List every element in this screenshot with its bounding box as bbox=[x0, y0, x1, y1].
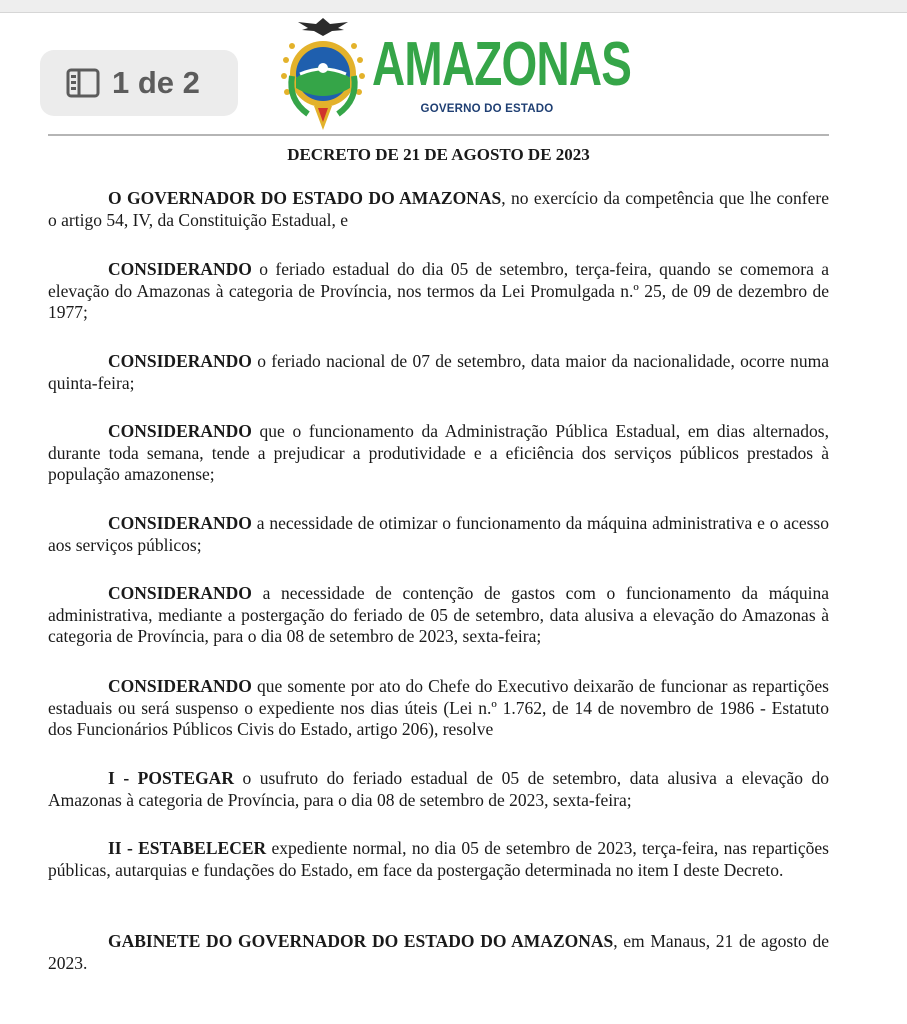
paragraph-article-2 bbox=[48, 838, 829, 881]
paragraph-considerando-5 bbox=[48, 583, 829, 648]
decree-title: DECRETO DE 21 DE AGOSTO DE 2023 bbox=[287, 145, 590, 164]
paragraph-lead: CONSIDERANDO bbox=[108, 676, 252, 696]
paragraph-lead: CONSIDERANDO bbox=[108, 259, 252, 279]
paragraph-lead: CONSIDERANDO bbox=[108, 421, 252, 441]
paragraph-considerando-2 bbox=[48, 351, 829, 394]
pages-icon bbox=[66, 68, 100, 98]
paragraph-lead: CONSIDERANDO bbox=[108, 583, 252, 603]
paragraph-lead: CONSIDERANDO bbox=[108, 351, 252, 371]
paragraph-closing bbox=[48, 931, 829, 974]
viewer-top-bar bbox=[0, 0, 907, 13]
paragraph-lead: GABINETE DO GOVERNADOR DO ESTADO DO AMAZONAS bbox=[108, 931, 614, 951]
paragraph-lead: II - ESTABELECER bbox=[108, 838, 267, 858]
paragraph-text: que somente por ato do Chefe do Executivo deixarão de funcionar as repartições estaduais ou será suspenso o expediente nos dias úteis (Lei n.º 1.762, de 14 de novembro de 1986 - Estatuto dos Funcionários Públicos Civis do Estado, artigo 206), resolve bbox=[48, 676, 829, 739]
paragraph-text: expediente normal, no dia 05 de setembro de 2023, terça-feira, nas repartições públicas, autarquias e fundações do Estado, em face da postergação determinada no item I deste Decreto. bbox=[48, 838, 829, 880]
paragraph-considerando-4 bbox=[48, 513, 829, 556]
page-indicator[interactable] bbox=[40, 50, 238, 116]
paragraph-lead: O GOVERNADOR DO ESTADO DO AMAZONAS bbox=[108, 188, 502, 208]
paragraph-considerando-1 bbox=[48, 259, 829, 324]
paragraph-considerando-6 bbox=[48, 676, 829, 741]
paragraph-text: que o funcionamento da Administração Pública Estadual, em dias alternados, durante toda semana, tende a prejudicar a produtividade e a eficiência dos serviços públicos prestados à população amazonense; bbox=[48, 421, 829, 484]
paragraph-preamble bbox=[48, 188, 829, 231]
paragraph-text: a necessidade de otimizar o funcionamento da máquina administrativa e o acesso aos serviços públicos; bbox=[48, 513, 829, 555]
page-indicator-label: 1 de 2 bbox=[112, 65, 200, 100]
paragraph-text: o usufruto do feriado estadual de 05 de setembro, data alusiva a elevação do Amazonas à categoria de Província, para o dia 08 de setembro de 2023, sexta-feira; bbox=[48, 768, 829, 810]
paragraph-article-1 bbox=[48, 768, 829, 811]
state-coat-of-arms-icon bbox=[278, 16, 368, 134]
paragraph-text: , em Manaus, 21 de agosto de 2023. bbox=[48, 931, 829, 973]
paragraph-considerando-3 bbox=[48, 421, 829, 486]
paragraph-lead: CONSIDERANDO bbox=[108, 513, 252, 533]
paragraph-text: a necessidade de contenção de gastos com o funcionamento da máquina administrativa, mediante a postergação do feriado de 05 de setembro, data alusiva a elevação do Amazonas à categoria de Província, para o dia 08 de setembro de 2023, sexta-feira; bbox=[48, 583, 829, 646]
paragraph-text: , no exercício da competência que lhe confere o artigo 54, IV, da Constituição Estadual, e bbox=[48, 188, 829, 230]
paragraph-text: o feriado nacional de 07 de setembro, data maior da nacionalidade, ocorre numa quinta-feira; bbox=[48, 351, 829, 393]
brand-subtitle: GOVERNO DO ESTADO bbox=[420, 103, 554, 115]
brand-name: AMAZONAS bbox=[372, 30, 632, 99]
header-divider bbox=[48, 134, 829, 136]
paragraph-text: o feriado estadual do dia 05 de setembro, terça-feira, quando se comemora a elevação do Amazonas à categoria de Província, nos termos da Lei Promulgada n.º 25, de 09 de dezembro de 1977; bbox=[48, 259, 829, 322]
paragraph-lead: I - POSTEGAR bbox=[108, 768, 234, 788]
